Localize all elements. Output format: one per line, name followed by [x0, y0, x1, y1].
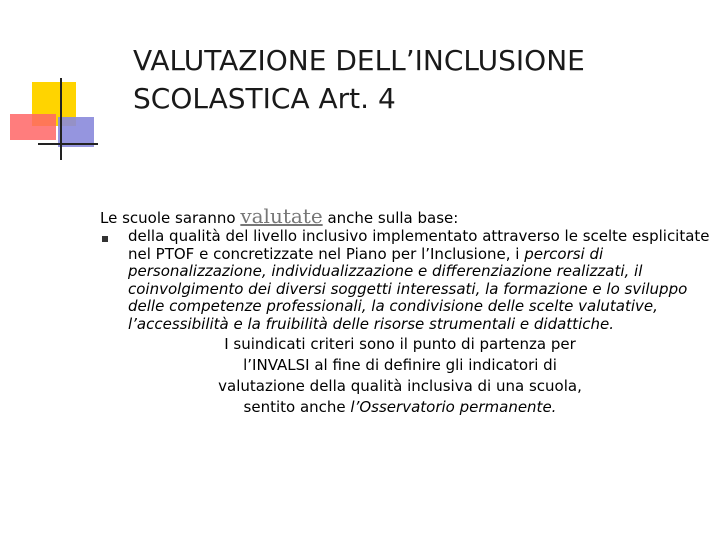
square-bullet-icon — [102, 236, 108, 242]
intro-emphasis-word: valutate — [240, 204, 323, 228]
slide-title — [133, 42, 693, 118]
closing-paragraph — [210, 334, 590, 418]
closing-text-regular: I suindicati criteri sono il punto di partenza per l’INVALSI al fine di definire gli indicatori di valutazione della qualità inclusiva di una scuola, sentito anche — [218, 335, 582, 416]
decorative-red-rectangle — [10, 114, 56, 140]
bullet-item — [100, 228, 710, 333]
bullet-text-regular: della qualità del livello inclusivo implementato attraverso le scelte esplicitate nel PTOF e concretizzate nel Piano per l’Inclusione, i — [128, 227, 710, 263]
decorative-vertical-line — [60, 78, 62, 160]
closing-text-italic: l’Osservatorio permanente. — [350, 398, 557, 416]
bullet-text-italic: percorsi di personalizzazione, individualizzazione e differenziazione realizzati, il coinvolgimento dei diversi soggetti interessati, la formazione e lo sviluppo delle competenze professionali, la condivisione delle scelte valutative, l’accessibilità e la fruibilità delle risorse strumentali e didattiche. — [128, 244, 688, 333]
bullet-text — [128, 228, 710, 333]
slide-title-line-1: VALUTAZIONE DELL’INCLUSIONE — [133, 44, 585, 77]
slide-title-line-2: SCOLASTICA Art. 4 — [133, 82, 396, 115]
intro-line — [100, 206, 710, 228]
intro-text-end: anche sulla base: — [322, 209, 459, 227]
decorative-horizontal-line — [38, 143, 98, 145]
intro-text: Le scuole saranno — [100, 209, 241, 227]
slide-body — [100, 206, 710, 418]
